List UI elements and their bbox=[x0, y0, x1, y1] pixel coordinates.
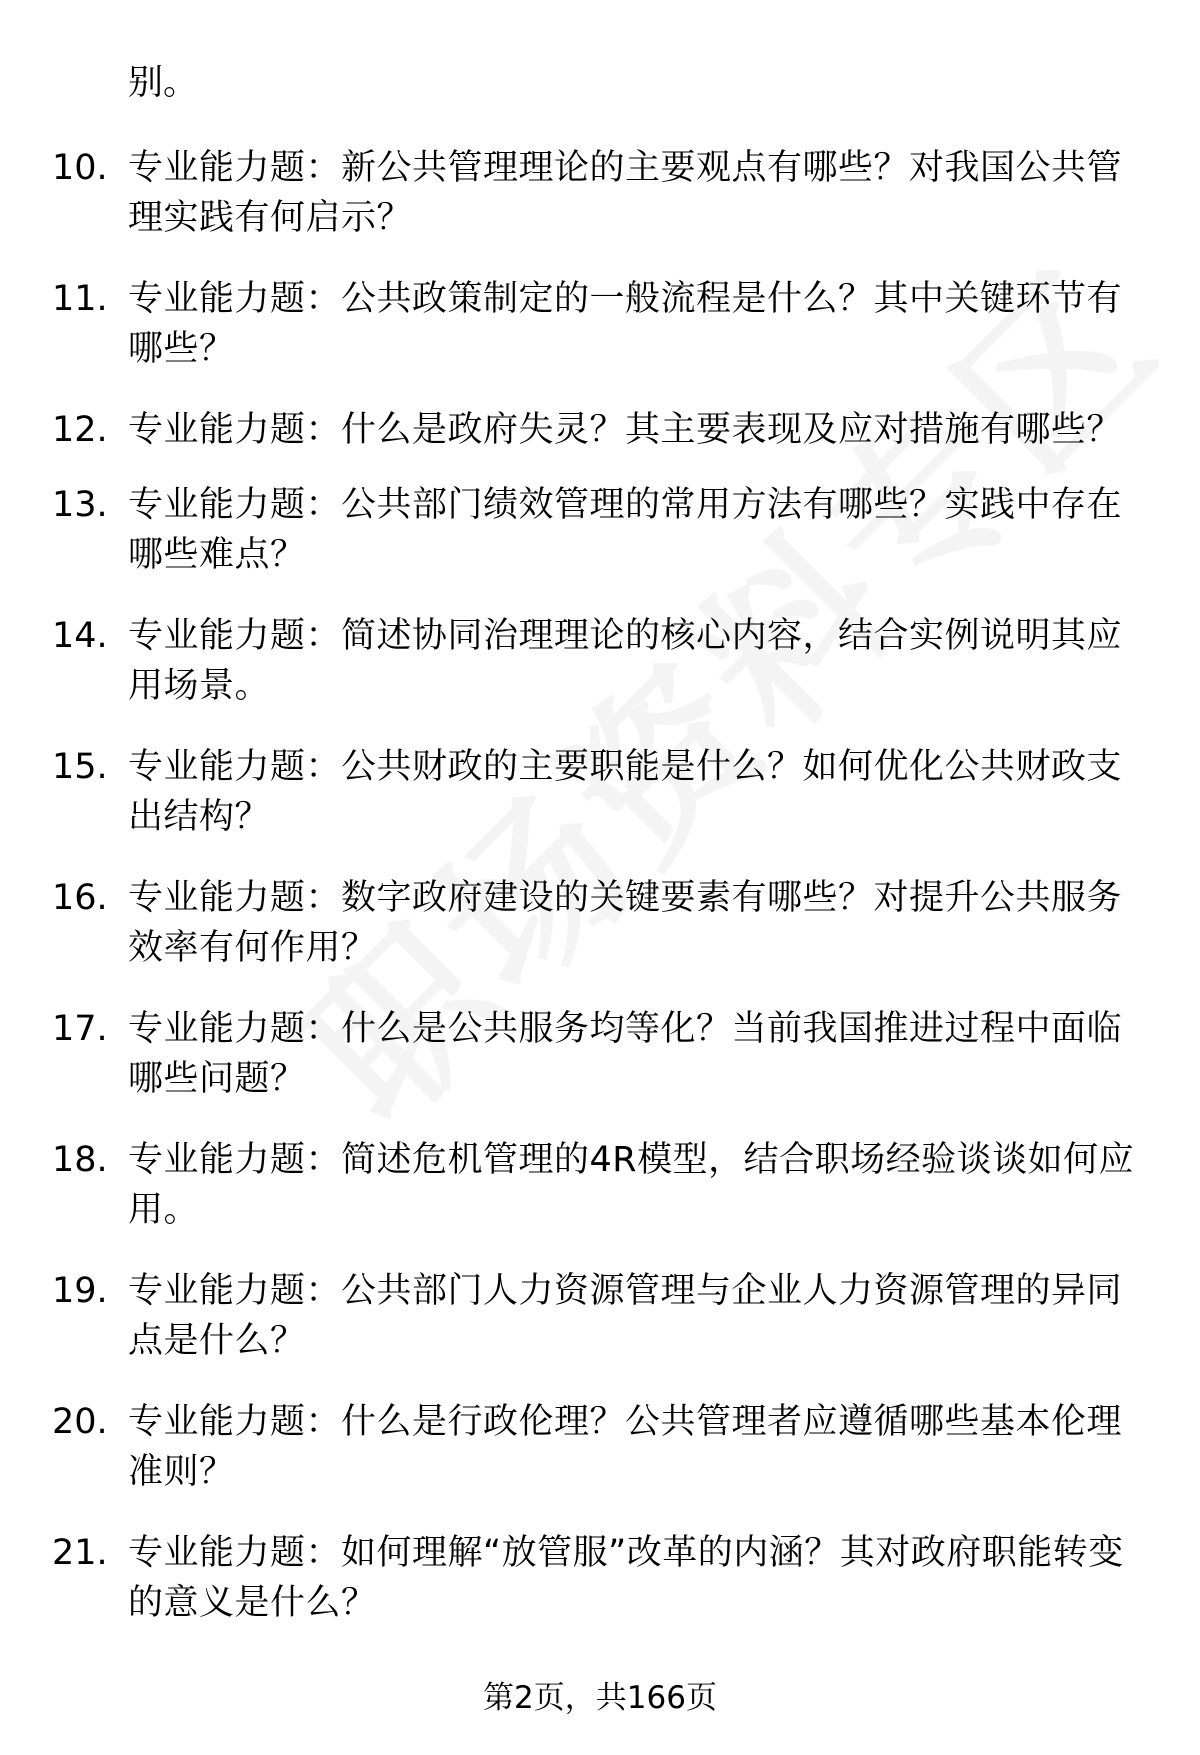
continuation-text: 别。 bbox=[128, 63, 199, 103]
question-text: 专业能力题：公共政策制定的一般流程是什么？其中关键环节有哪些？ bbox=[128, 279, 1123, 369]
question-number: 11. bbox=[52, 279, 108, 319]
question-text: 专业能力题：数字政府建设的关键要素有哪些？对提升公共服务效率有何作用？ bbox=[128, 878, 1123, 968]
list-item bbox=[0, 742, 1200, 873]
question-number: 17. bbox=[52, 1009, 108, 1049]
list-item bbox=[0, 1004, 1200, 1135]
list-item bbox=[0, 1528, 1200, 1659]
list-item bbox=[0, 480, 1200, 611]
list-item bbox=[0, 1135, 1200, 1266]
question-text: 专业能力题：公共部门绩效管理的常用方法有哪些？实践中存在哪些难点？ bbox=[128, 485, 1123, 575]
question-number: 15. bbox=[52, 747, 108, 787]
question-text: 专业能力题：公共部门人力资源管理与企业人力资源管理的异同点是什么？ bbox=[128, 1271, 1123, 1361]
list-item bbox=[0, 611, 1200, 742]
question-text: 专业能力题：新公共管理理论的主要观点有哪些？对我国公共管理实践有何启示？ bbox=[128, 148, 1123, 238]
question-text: 专业能力题：什么是行政伦理？公共管理者应遵循哪些基本伦理准则？ bbox=[128, 1402, 1123, 1492]
list-item bbox=[0, 274, 1200, 405]
page-footer: 第2页，共166页 bbox=[483, 1680, 717, 1716]
question-number: 21. bbox=[52, 1533, 108, 1573]
list-item bbox=[0, 873, 1200, 1004]
question-text: 专业能力题：公共财政的主要职能是什么？如何优化公共财政支出结构？ bbox=[128, 747, 1123, 837]
question-number: 18. bbox=[52, 1140, 108, 1180]
question-text: 专业能力题：简述危机管理的4R模型，结合职场经验谈谈如何应用。 bbox=[128, 1140, 1135, 1230]
question-list bbox=[0, 143, 1200, 1659]
list-item bbox=[0, 1266, 1200, 1397]
question-number: 10. bbox=[52, 148, 108, 188]
question-number: 20. bbox=[52, 1402, 108, 1442]
list-item bbox=[0, 405, 1200, 480]
question-text: 专业能力题：简述协同治理理论的核心内容，结合实例说明其应用场景。 bbox=[128, 616, 1123, 706]
question-text: 专业能力题：什么是公共服务均等化？当前我国推进过程中面临哪些问题？ bbox=[128, 1009, 1123, 1099]
question-number: 14. bbox=[52, 616, 108, 656]
question-number: 16. bbox=[52, 878, 108, 918]
list-item bbox=[0, 143, 1200, 274]
question-number: 12. bbox=[52, 410, 108, 450]
list-item bbox=[0, 1397, 1200, 1528]
question-text: 专业能力题：如何理解“放管服”改革的内涵？其对政府职能转变的意义是什么？ bbox=[128, 1533, 1124, 1623]
question-text: 专业能力题：什么是政府失灵？其主要表现及应对措施有哪些？ bbox=[128, 410, 1123, 450]
question-number: 13. bbox=[52, 485, 108, 525]
question-number: 19. bbox=[52, 1271, 108, 1311]
